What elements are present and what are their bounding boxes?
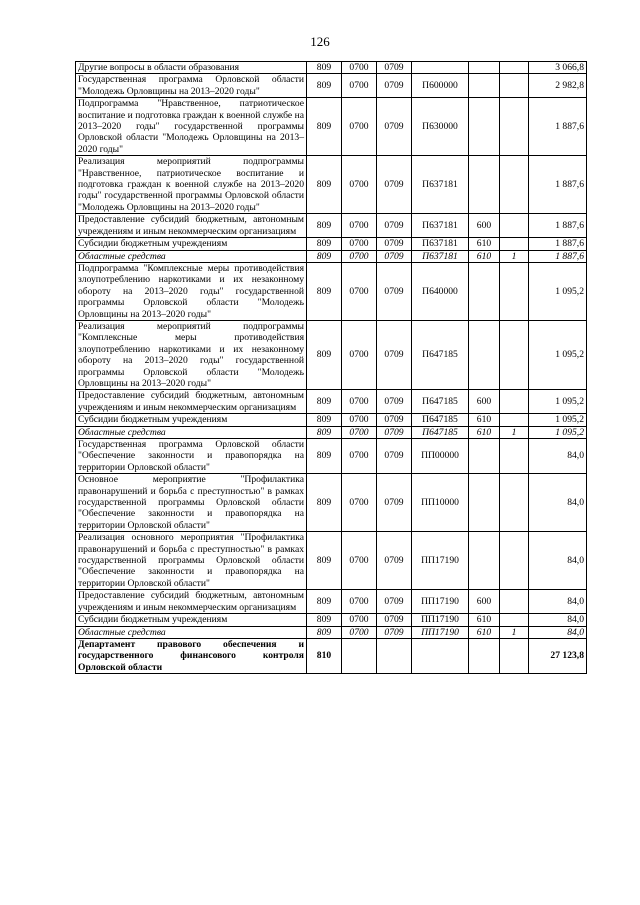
table-row (76, 238, 587, 250)
row-target-article-cell: П647185 (412, 320, 469, 389)
row-funding-source-cell (500, 614, 529, 626)
row-subsection-cell: 0709 (377, 62, 412, 74)
table-row (76, 98, 587, 156)
row-amount-cell: 1 095,2 (529, 320, 587, 389)
row-name-cell: Реализация мероприятий подпрограммы "Нравственное, патриотическое воспитание и подготовка граждан к военной службе на 2013–2020 годы" государственной программы Орловской области "Молодежь Орловщины на 2013–2020 годы" (76, 156, 307, 214)
row-name-cell: Субсидии бюджетным учреждениям (76, 614, 307, 626)
row-name-cell: Областные средства (76, 250, 307, 262)
row-expense-type-cell: 610 (469, 238, 500, 250)
row-target-article-cell: П647185 (412, 414, 469, 426)
row-section-cell: 0700 (342, 626, 377, 638)
row-section-cell: 0700 (342, 439, 377, 474)
row-amount-cell: 1 095,2 (529, 414, 587, 426)
row-name-cell: Областные средства (76, 626, 307, 638)
row-subsection-cell: 0709 (377, 74, 412, 98)
row-amount-cell: 1 095,2 (529, 426, 587, 438)
row-amount-cell: 1 887,6 (529, 214, 587, 238)
row-section-cell: 0700 (342, 238, 377, 250)
row-subsection-cell: 0709 (377, 439, 412, 474)
table-row (76, 614, 587, 626)
row-subsection-cell: 0709 (377, 532, 412, 590)
row-ministry-code-cell: 810 (307, 638, 342, 673)
row-funding-source-cell: 1 (500, 426, 529, 438)
row-section-cell: 0700 (342, 156, 377, 214)
row-name-cell: Предоставление субсидий бюджетным, автономным учреждениям и иным некоммерческим организациям (76, 214, 307, 238)
row-name-cell: Реализация основного мероприятия "Профилактика правонарушений и борьба с преступностью" в рамках государственной программы Орловской области "Обеспечение законности и правопорядка на территории Орловской области" (76, 532, 307, 590)
row-ministry-code-cell: 809 (307, 439, 342, 474)
row-target-article-cell: ПП00000 (412, 439, 469, 474)
row-name-cell: Государственная программа Орловской области "Обеспечение законности и правопорядка на территории Орловской области" (76, 439, 307, 474)
row-name-cell: Другие вопросы в области образования (76, 62, 307, 74)
row-section-cell: 0700 (342, 614, 377, 626)
row-target-article-cell: П637181 (412, 214, 469, 238)
row-expense-type-cell (469, 62, 500, 74)
row-target-article-cell: ПП17190 (412, 626, 469, 638)
row-target-article-cell: П647185 (412, 426, 469, 438)
table-row (76, 156, 587, 214)
row-expense-type-cell (469, 439, 500, 474)
row-section-cell: 0700 (342, 532, 377, 590)
row-target-article-cell: П630000 (412, 98, 469, 156)
row-subsection-cell: 0709 (377, 390, 412, 414)
row-ministry-code-cell: 809 (307, 614, 342, 626)
row-target-article-cell: П600000 (412, 74, 469, 98)
row-name-cell: Предоставление субсидий бюджетным, автономным учреждениям и иным некоммерческим организациям (76, 390, 307, 414)
row-name-cell: Подпрограмма "Комплексные меры противодействия злоупотреблению наркотиками и их незаконному обороту на 2013–2020 годы" государственной программы Орловской области "Молодежь Орловщины на 2013–2020 годы" (76, 262, 307, 320)
row-name-cell: Субсидии бюджетным учреждениям (76, 238, 307, 250)
row-section-cell (342, 638, 377, 673)
row-expense-type-cell (469, 474, 500, 532)
row-section-cell: 0700 (342, 62, 377, 74)
row-name-cell: Реализация мероприятий подпрограммы "Комплексные меры противодействия злоупотреблению наркотиками и их незаконному обороту на 2013–2020 годы" государственной программы Орловской области "Молодежь Орловщины на 2013–2020 годы" (76, 320, 307, 389)
row-amount-cell: 1 887,6 (529, 250, 587, 262)
table-row (76, 426, 587, 438)
row-target-article-cell (412, 638, 469, 673)
row-funding-source-cell (500, 238, 529, 250)
row-ministry-code-cell: 809 (307, 250, 342, 262)
row-ministry-code-cell: 809 (307, 214, 342, 238)
row-expense-type-cell: 600 (469, 214, 500, 238)
row-ministry-code-cell: 809 (307, 320, 342, 389)
budget-table (75, 61, 587, 674)
row-subsection-cell: 0709 (377, 262, 412, 320)
table-row (76, 626, 587, 638)
row-ministry-code-cell: 809 (307, 390, 342, 414)
row-expense-type-cell: 610 (469, 626, 500, 638)
row-subsection-cell: 0709 (377, 156, 412, 214)
table-row (76, 474, 587, 532)
row-amount-cell: 84,0 (529, 626, 587, 638)
row-amount-cell: 27 123,8 (529, 638, 587, 673)
row-target-article-cell: П637181 (412, 156, 469, 214)
row-name-cell: Предоставление субсидий бюджетным, автономным учреждениям и иным некоммерческим организациям (76, 590, 307, 614)
row-funding-source-cell (500, 590, 529, 614)
table-row (76, 62, 587, 74)
row-funding-source-cell (500, 474, 529, 532)
row-subsection-cell: 0709 (377, 414, 412, 426)
row-expense-type-cell (469, 98, 500, 156)
row-amount-cell: 84,0 (529, 439, 587, 474)
row-expense-type-cell: 610 (469, 414, 500, 426)
row-expense-type-cell: 610 (469, 426, 500, 438)
row-subsection-cell: 0709 (377, 590, 412, 614)
row-target-article-cell: ПП10000 (412, 474, 469, 532)
row-expense-type-cell: 610 (469, 614, 500, 626)
row-section-cell: 0700 (342, 214, 377, 238)
row-ministry-code-cell: 809 (307, 414, 342, 426)
row-expense-type-cell: 600 (469, 390, 500, 414)
row-expense-type-cell: 600 (469, 590, 500, 614)
row-ministry-code-cell: 809 (307, 98, 342, 156)
row-section-cell: 0700 (342, 414, 377, 426)
row-section-cell: 0700 (342, 474, 377, 532)
table-row (76, 214, 587, 238)
table-row (76, 74, 587, 98)
row-target-article-cell: ПП17190 (412, 590, 469, 614)
row-amount-cell: 1 095,2 (529, 390, 587, 414)
row-expense-type-cell (469, 156, 500, 214)
row-ministry-code-cell: 809 (307, 74, 342, 98)
row-subsection-cell: 0709 (377, 98, 412, 156)
row-subsection-cell: 0709 (377, 626, 412, 638)
row-amount-cell: 1 095,2 (529, 262, 587, 320)
row-target-article-cell: П647185 (412, 390, 469, 414)
table-row (76, 439, 587, 474)
table-row (76, 390, 587, 414)
row-subsection-cell: 0709 (377, 614, 412, 626)
row-name-cell: Подпрограмма "Нравственное, патриотическое воспитание и подготовка граждан к военной службе на 2013–2020 годы" государственной программы Орловской области "Молодежь Орловщины на 2013–2020 годы" (76, 98, 307, 156)
row-ministry-code-cell: 809 (307, 62, 342, 74)
row-section-cell: 0700 (342, 250, 377, 262)
row-section-cell: 0700 (342, 74, 377, 98)
row-funding-source-cell (500, 390, 529, 414)
row-target-article-cell: ПП17190 (412, 614, 469, 626)
row-section-cell: 0700 (342, 262, 377, 320)
row-subsection-cell: 0709 (377, 426, 412, 438)
row-ministry-code-cell: 809 (307, 590, 342, 614)
row-section-cell: 0700 (342, 590, 377, 614)
row-subsection-cell: 0709 (377, 474, 412, 532)
table-row (76, 320, 587, 389)
row-funding-source-cell (500, 214, 529, 238)
table-row (76, 414, 587, 426)
table-row (76, 262, 587, 320)
row-ministry-code-cell: 809 (307, 532, 342, 590)
row-ministry-code-cell: 809 (307, 238, 342, 250)
row-subsection-cell (377, 638, 412, 673)
row-amount-cell: 1 887,6 (529, 238, 587, 250)
row-funding-source-cell (500, 532, 529, 590)
row-ministry-code-cell: 809 (307, 262, 342, 320)
row-target-article-cell: П640000 (412, 262, 469, 320)
row-amount-cell: 84,0 (529, 590, 587, 614)
row-amount-cell: 2 982,8 (529, 74, 587, 98)
row-subsection-cell: 0709 (377, 214, 412, 238)
row-amount-cell: 84,0 (529, 614, 587, 626)
row-name-cell: Субсидии бюджетным учреждениям (76, 414, 307, 426)
row-expense-type-cell (469, 638, 500, 673)
row-amount-cell: 84,0 (529, 532, 587, 590)
row-amount-cell: 1 887,6 (529, 98, 587, 156)
row-subsection-cell: 0709 (377, 320, 412, 389)
row-expense-type-cell (469, 74, 500, 98)
row-funding-source-cell (500, 74, 529, 98)
row-target-article-cell: ПП17190 (412, 532, 469, 590)
row-ministry-code-cell: 809 (307, 426, 342, 438)
row-funding-source-cell (500, 414, 529, 426)
row-section-cell: 0700 (342, 390, 377, 414)
row-funding-source-cell: 1 (500, 626, 529, 638)
row-expense-type-cell: 610 (469, 250, 500, 262)
row-funding-source-cell (500, 262, 529, 320)
row-ministry-code-cell: 809 (307, 156, 342, 214)
row-name-cell: Основное мероприятие "Профилактика правонарушений и борьба с преступностью" в рамках государственной программы Орловской области "Обеспечение законности и правопорядка на территории Орловской области" (76, 474, 307, 532)
row-funding-source-cell (500, 98, 529, 156)
page-number: 126 (310, 34, 330, 49)
row-ministry-code-cell: 809 (307, 474, 342, 532)
row-name-cell: Департамент правового обеспечения и государственного финансового контроля Орловской области (76, 638, 307, 673)
row-funding-source-cell (500, 638, 529, 673)
table-row (76, 250, 587, 262)
row-target-article-cell: П637181 (412, 250, 469, 262)
row-subsection-cell: 0709 (377, 238, 412, 250)
row-name-cell: Областные средства (76, 426, 307, 438)
table-row (76, 532, 587, 590)
row-section-cell: 0700 (342, 426, 377, 438)
row-ministry-code-cell: 809 (307, 626, 342, 638)
row-target-article-cell (412, 62, 469, 74)
table-row (76, 638, 587, 673)
row-funding-source-cell: 1 (500, 250, 529, 262)
row-amount-cell: 1 887,6 (529, 156, 587, 214)
row-name-cell: Государственная программа Орловской области "Молодежь Орловщины на 2013–2020 годы" (76, 74, 307, 98)
row-funding-source-cell (500, 62, 529, 74)
row-section-cell: 0700 (342, 320, 377, 389)
row-subsection-cell: 0709 (377, 250, 412, 262)
row-section-cell: 0700 (342, 98, 377, 156)
row-funding-source-cell (500, 320, 529, 389)
table-row (76, 590, 587, 614)
row-funding-source-cell (500, 156, 529, 214)
row-amount-cell: 84,0 (529, 474, 587, 532)
row-target-article-cell: П637181 (412, 238, 469, 250)
row-amount-cell: 3 066,8 (529, 62, 587, 74)
row-funding-source-cell (500, 439, 529, 474)
row-expense-type-cell (469, 532, 500, 590)
budget-table-body (76, 62, 587, 674)
row-expense-type-cell (469, 320, 500, 389)
row-expense-type-cell (469, 262, 500, 320)
